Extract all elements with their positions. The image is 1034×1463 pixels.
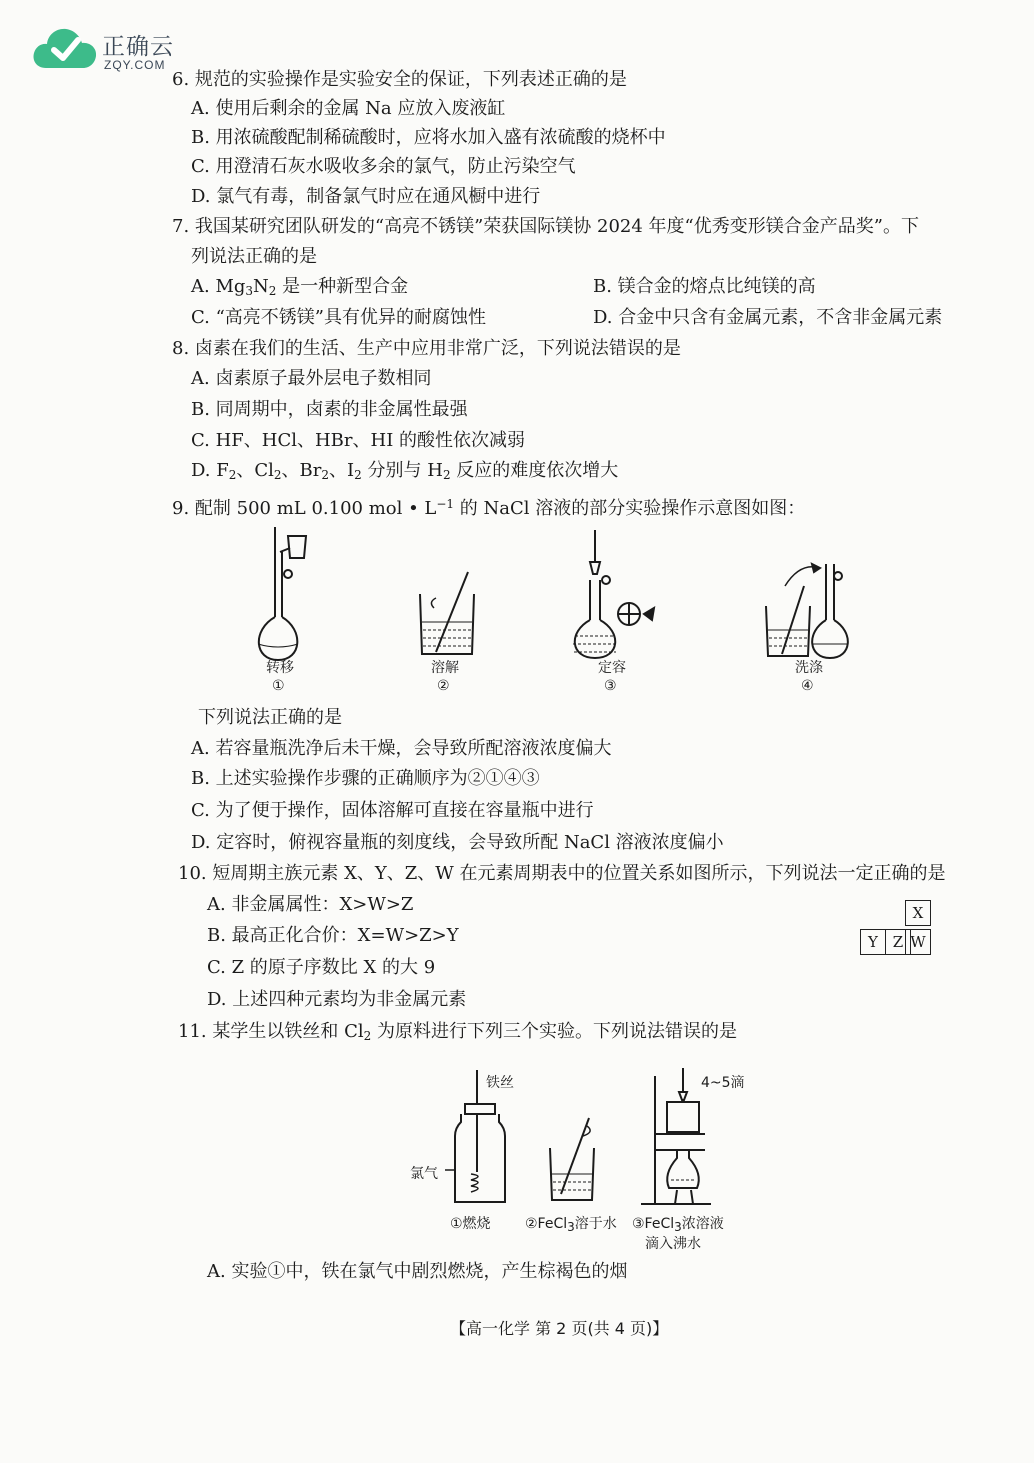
q7-option-d: D. 合金中只含有金属元素，不含非金属元素 [593, 307, 943, 328]
dissolve-beaker-icon [550, 1118, 594, 1200]
q10-option-c: C. Z 的原子序数比 X 的大 9 [207, 957, 436, 978]
q9-stem: 9. 配制 500 mL 0.100 mol • $L^{-1}$ 的 NaCl 溶液的部分实验操作示意图如图： [172, 497, 806, 519]
logo-domain: ZQY.COM [104, 58, 166, 72]
q8-stem: 8. 卤素在我们的生活、生产中应用非常广泛，下列说法错误的是 [172, 338, 681, 359]
logo [30, 22, 180, 74]
q8-option-a: A. 卤素原子最外层电子数相同 [191, 368, 432, 389]
q11-label-wire: 铁丝 [486, 1075, 514, 1091]
q6-option-d: D. 氯气有毒，制备氯气时应在通风橱中进行 [191, 186, 541, 207]
q9-caption-3: 定容 [598, 660, 626, 676]
q9-number-3: ③ [604, 678, 617, 694]
q9-option-d: D. 定容时，俯视容量瓶的刻度线，会导致所配 NaCl 溶液浓度偏小 [191, 832, 724, 853]
q9-caption-2: 溶解 [431, 660, 459, 676]
q11-caption-3: ③FeCl$_3$浓溶液 [632, 1216, 724, 1234]
q7-option-a: A. $Mg_3N_2$ 是一种新型合金 [191, 276, 409, 298]
cell-x: X [905, 900, 931, 926]
q9-lead: 下列说法正确的是 [198, 707, 342, 728]
q9-number-1: ① [272, 678, 285, 694]
q8-option-d: D. $F_2$、$Cl_2$、$Br_2$、$I_2$ 分别与 $H_2$ 反应的难度依次增大 [191, 460, 619, 482]
transfer-apparatus-icon [258, 527, 306, 660]
q7-stem-line1: 7. 我国某研究团队研发的“高亮不锈镁”荣获国际镁协 2024 年度“优秀变形镁合金产品奖”。下 [172, 216, 919, 237]
q9-option-a: A. 若容量瓶洗净后未干燥，会导致所配溶液浓度偏大 [191, 738, 612, 759]
q10-option-b: B. 最高正化合价：X=W>Z>Y [207, 925, 459, 946]
q10-option-a: A. 非金属属性：X>W>Z [207, 894, 414, 915]
q6-option-a: A. 使用后剩余的金属 Na 应放入废液缸 [191, 98, 506, 119]
cell-z: Z [885, 929, 911, 955]
fill-to-mark-apparatus-icon [573, 530, 654, 658]
q10-option-d: D. 上述四种元素均为非金属元素 [207, 989, 467, 1010]
q9-option-c: C. 为了便于操作，固体溶解可直接在容量瓶中进行 [191, 800, 594, 821]
dissolve-beaker-icon [420, 572, 474, 654]
logo-brand: 正确云 [102, 34, 174, 60]
q8-option-b: B. 同周期中，卤素的非金属性最强 [191, 399, 468, 420]
q10-stem: 10. 短周期主族元素 X、Y、Z、W 在元素周期表中的位置关系如图所示，下列说法一定正确的是 [178, 863, 946, 884]
q11-caption-1: ①燃烧 [450, 1216, 491, 1232]
q8-option-c: C. HF、HCl、HBr、HI 的酸性依次减弱 [191, 430, 526, 451]
page-footer: 【高一化学 第 2 页(共 4 页)】 [450, 1319, 669, 1338]
q9-figure [240, 522, 860, 672]
q9-number-4: ④ [801, 678, 814, 694]
q9-number-2: ② [437, 678, 450, 694]
logo-cloud-check-icon [30, 22, 100, 72]
q9-caption-4: 洗涤 [795, 660, 823, 676]
q7-stem-line2: 列说法正确的是 [191, 246, 317, 267]
q11-caption-3-line2: 滴入沸水 [645, 1236, 701, 1252]
cell-w: W [905, 929, 931, 955]
q9-option-b: B. 上述实验操作步骤的正确顺序为②①④③ [191, 768, 540, 789]
wash-apparatus-icon [766, 564, 848, 658]
q11-label-drops: 4~5滴 [701, 1075, 745, 1091]
q6-option-c: C. 用澄清石灰水吸收多余的氯气，防止污染空气 [191, 156, 576, 177]
q7-option-b: B. 镁合金的熔点比纯镁的高 [593, 276, 816, 297]
q11-label-gas: 氯气 [410, 1166, 438, 1182]
q11-stem: 11. 某学生以铁丝和 $Cl_2$ 为原料进行下列三个实验。下列说法错误的是 [178, 1021, 737, 1043]
q11-option-a: A. 实验①中，铁在氯气中剧烈燃烧，产生棕褐色的烟 [207, 1261, 628, 1282]
cell-y: Y [860, 929, 886, 955]
q6-stem: 6. 规范的实验操作是实验安全的保证，下列表述正确的是 [172, 69, 627, 90]
q11-figure [405, 1062, 745, 1212]
q11-caption-2: ②FeCl$_3$溶于水 [525, 1216, 617, 1234]
q7-option-c: C. “高亮不锈镁”具有优异的耐腐蚀性 [191, 307, 486, 328]
q6-option-b: B. 用浓硫酸配制稀硫酸时，应将水加入盛有浓硫酸的烧杯中 [191, 127, 666, 148]
q9-caption-1: 转移 [266, 660, 294, 676]
